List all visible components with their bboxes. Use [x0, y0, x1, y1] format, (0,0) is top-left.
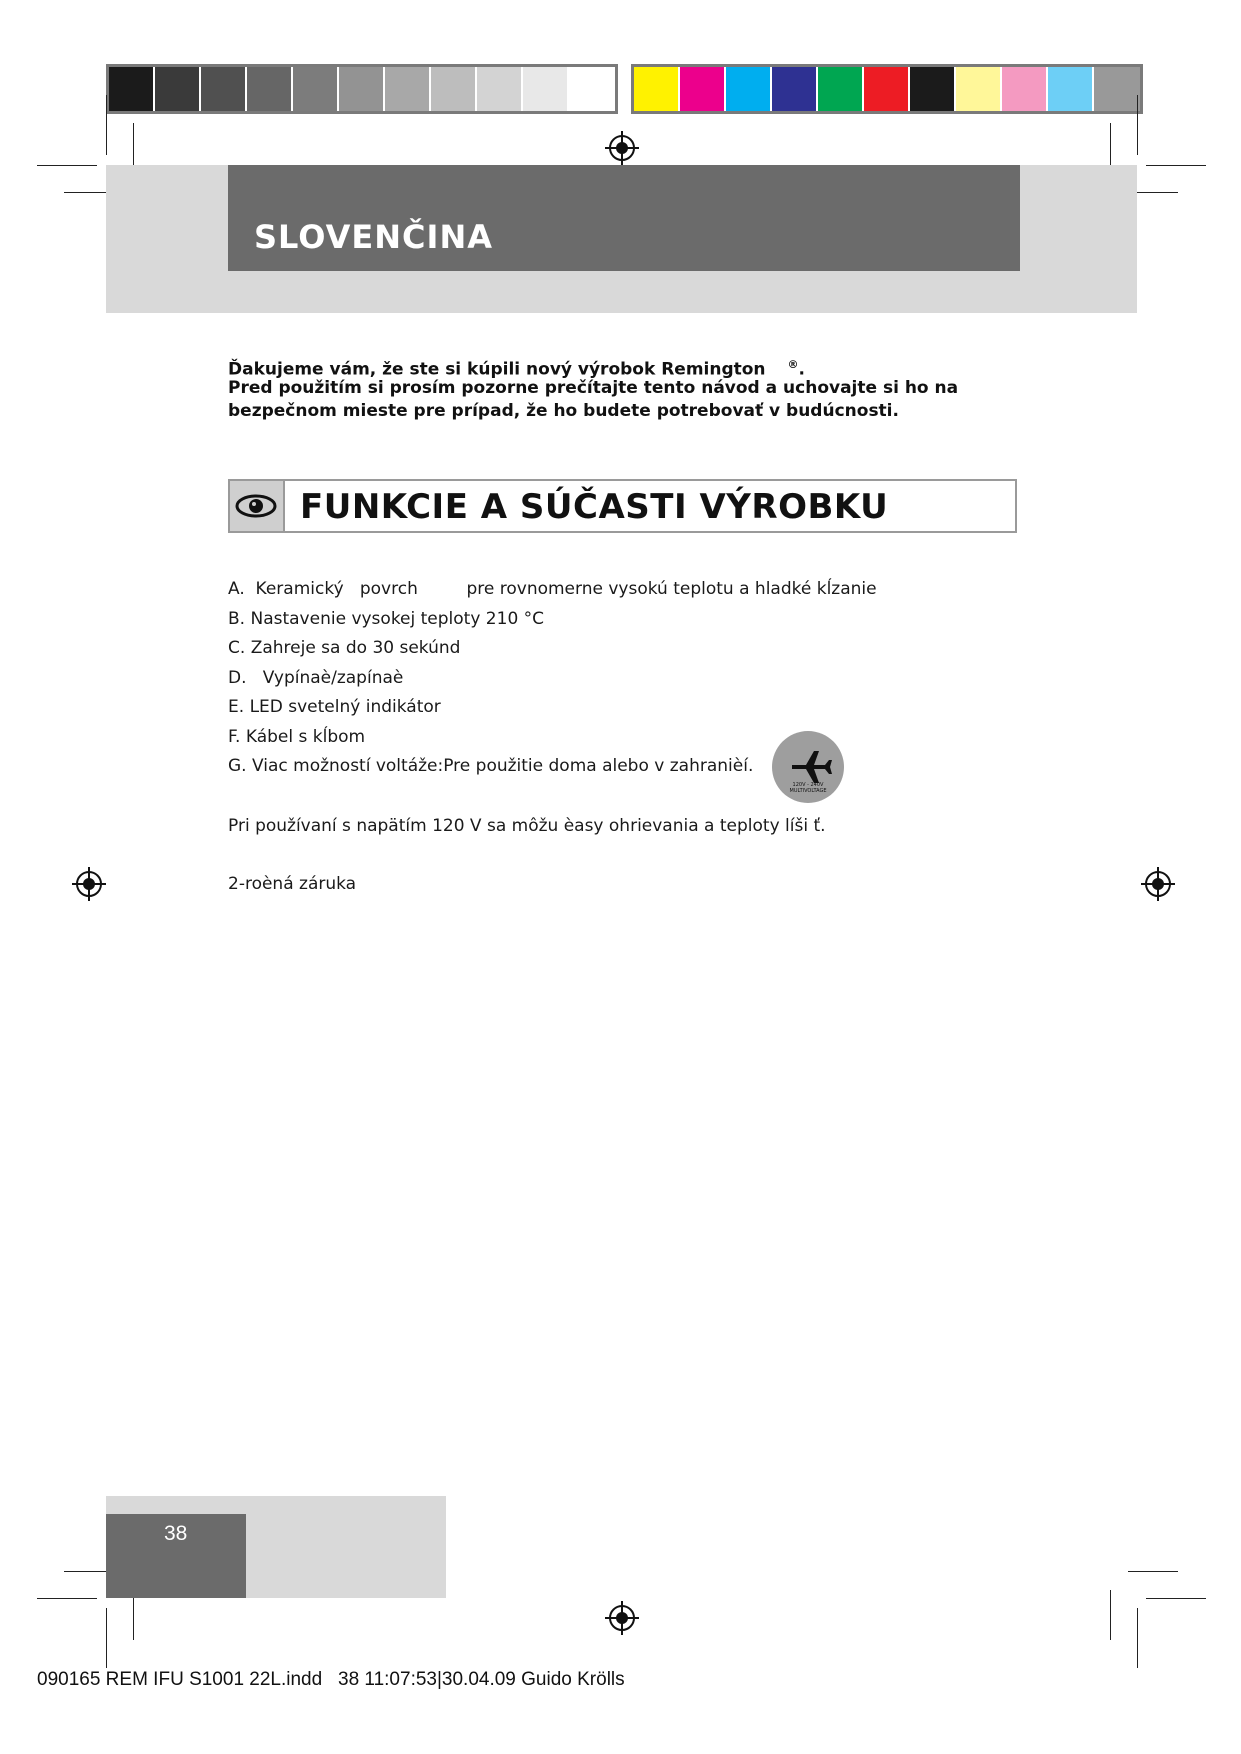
registration-mark-icon — [72, 867, 106, 901]
color-swatch — [956, 67, 1002, 111]
eye-icon — [230, 481, 283, 531]
list-item — [228, 756, 753, 776]
crop-mark — [1146, 165, 1206, 166]
list-item — [228, 579, 877, 599]
gray-swatch — [339, 67, 385, 111]
gray-swatch — [293, 67, 339, 111]
voltage-note: Pri používaní s napätím 120 V sa môžu èasy ohrievania a teploty líši ť. — [228, 816, 826, 836]
list-text: Kábel s kĺbom — [245, 727, 366, 747]
list-text: Nastavenie vysokej teploty 210 °C — [250, 609, 545, 629]
list-item — [228, 727, 365, 747]
color-swatch — [772, 67, 818, 111]
crop-mark — [37, 1598, 97, 1599]
page-number: 38 — [164, 1522, 188, 1545]
color-swatch — [634, 67, 680, 111]
crop-mark — [37, 165, 97, 166]
registered-mark: ® — [787, 358, 799, 371]
crop-mark — [1128, 1571, 1178, 1572]
crop-mark — [1110, 1590, 1111, 1640]
list-item — [228, 668, 403, 688]
crop-mark — [106, 1608, 107, 1668]
grayscale-color-bar — [106, 64, 618, 114]
warranty-text: 2-roèná záruka — [228, 874, 357, 894]
badge-text-2: MULTIVOLTAGE — [789, 788, 827, 794]
eye-icon-cell — [230, 481, 285, 531]
gray-swatch — [109, 67, 155, 111]
print-slug: 090165 REM IFU S1001 22L.indd 38 11:07:53|30.04.09 Guido Krölls — [37, 1669, 625, 1690]
list-text: Viac možností voltáže:Pre použitie doma alebo v zahranièí. — [251, 756, 754, 776]
gray-swatch — [385, 67, 431, 111]
registration-mark-icon — [605, 1601, 639, 1635]
list-text: LED svetelný indikátor — [249, 697, 441, 717]
color-swatch — [680, 67, 726, 111]
crop-mark — [1146, 1598, 1206, 1599]
color-swatch — [1002, 67, 1048, 111]
crop-mark — [1137, 95, 1138, 155]
list-letter: F. — [228, 727, 241, 747]
list-letter: E. — [228, 697, 245, 717]
intro-line-2: Pred použitím si prosím pozorne prečítajte tento návod a uchovajte si ho na — [228, 378, 959, 398]
color-swatch — [1094, 67, 1140, 111]
list-letter: B. — [228, 609, 246, 629]
registration-mark-icon — [1141, 867, 1175, 901]
intro-text: Ďakujeme vám, že ste si kúpili nový výrobok Remington — [228, 359, 766, 380]
crop-mark — [1137, 1608, 1138, 1668]
list-letter: C. — [228, 638, 246, 658]
color-swatch — [726, 67, 772, 111]
gray-swatch — [477, 67, 523, 111]
gray-swatch — [431, 67, 477, 111]
list-item — [228, 638, 460, 658]
gray-swatch — [247, 67, 293, 111]
list-item — [228, 609, 544, 629]
crop-mark — [106, 95, 107, 155]
gray-swatch — [155, 67, 201, 111]
list-item — [228, 697, 441, 717]
gray-swatch — [201, 67, 247, 111]
color-swatch — [1048, 67, 1094, 111]
process-color-bar — [631, 64, 1143, 114]
intro-period: . — [798, 359, 805, 380]
section-title: FUNKCIE A SÚČASTI VÝROBKU — [300, 487, 889, 527]
badge-text-1: 120V - 240V — [792, 782, 824, 788]
color-swatch — [864, 67, 910, 111]
list-letter: G. — [228, 756, 247, 776]
list-text: Vypínaè/zapínaè — [262, 668, 404, 688]
color-swatch — [910, 67, 956, 111]
color-swatch — [818, 67, 864, 111]
list-text: Zahreje sa do 30 sekúnd — [250, 638, 461, 658]
gray-swatch — [569, 67, 615, 111]
list-letter: D. — [228, 668, 247, 688]
intro-line-3: bezpečnom mieste pre prípad, že ho budete potrebovať v budúcnosti. — [228, 401, 899, 421]
multivoltage-badge — [772, 731, 844, 803]
list-letter: A. — [228, 579, 245, 599]
registration-mark-icon — [605, 131, 639, 165]
page-title: SLOVENČINA — [254, 218, 493, 256]
list-text: Keramický povrch pre rovnomerne vysokú teplotu a hladké kĺzanie — [255, 579, 877, 599]
gray-swatch — [523, 67, 569, 111]
